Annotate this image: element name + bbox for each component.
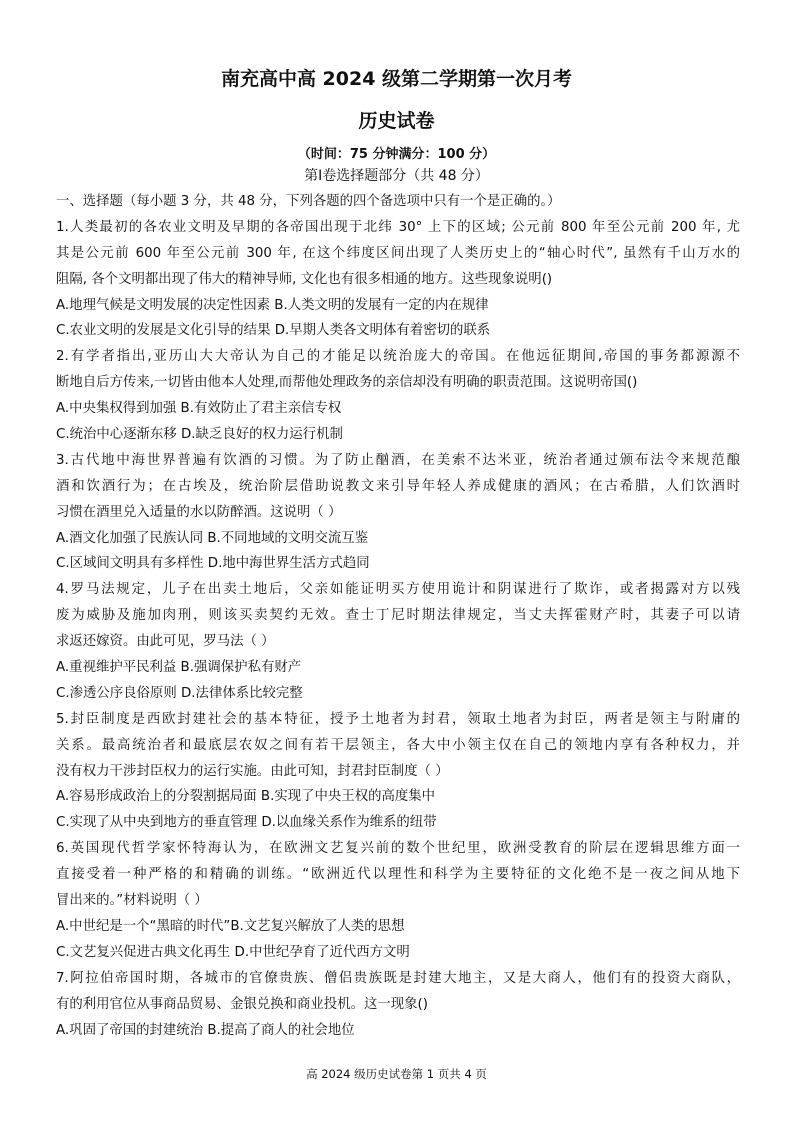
question-3-stem-line: 习惯在酒里兑入适量的水以防醉酒。这说明（ ） xyxy=(56,504,342,520)
page-footer: 高 2024 级历史试卷第 1 页共 4 页 xyxy=(306,1067,487,1081)
question-1-stem-line: 1.人类最初的各农业文明及早期的各帝国出现于北纬 30° 上下的区域; 公元前 800 年至公元前 200 年, 尤 xyxy=(56,219,740,235)
question-6-stem-line: 6.英国现代哲学家怀特海认为，在欧洲文艺复兴前的数个世纪里，欧洲受教育的阶层在逻辑思维方面一 xyxy=(56,841,740,857)
part-title: 第Ⅰ卷选择题部分（共 48 分） xyxy=(304,168,489,184)
question-7-stem-line: 有的利用官位从事商品贸易、金银兑换和商业投机。这一现象() xyxy=(56,996,428,1012)
question-3-stem-line: 酒和饮酒行为；在古埃及，统治阶层借助说教文来引导年轻人养成健康的酒风；在古希腊，人们饮酒时 xyxy=(56,478,740,494)
question-5-stem-line: 5.封臣制度是西欧封建社会的基本特征，授予土地者为封君，领取土地者为封臣，两者是领主与附庸的 xyxy=(56,711,740,727)
exam-subject: 历史试卷 xyxy=(358,110,435,132)
question-2-stem-line: 断地自后方传来,一切皆由他本人处理,而帮他处理政务的亲信却没有明确的职责范围。这说明帝国() xyxy=(56,375,638,391)
question-6-options: C.文艺复兴促进古典文化再生 D.中世纪孕育了近代西方文明 xyxy=(56,944,410,960)
question-4-stem-line: 4.罗马法规定，儿子在出卖土地后，父亲如能证明买方使用诡计和阴谋进行了欺诈，或者揭露对方以残 xyxy=(56,582,740,598)
question-1-options: C.农业文明的发展是文化引导的结果 D.早期人类各文明体有着密切的联系 xyxy=(56,323,491,339)
section-heading: 一、选择题（每小题 3 分，共 48 分，下列各题的四个备选项中只有一个是正确的。） xyxy=(56,194,561,209)
question-6-stem-line: 冒出来的。”材料说明（ ） xyxy=(56,893,208,909)
question-5-stem-line: 关系。最高统治者和最底层农奴之间有若干层领主，各大中小领主仅在自己的领地内享有各种权力，并 xyxy=(56,737,740,753)
question-3-options: A.酒文化加强了民族认同 B.不同地域的文明交流互鉴 xyxy=(56,530,369,546)
question-2-options: A.中央集权得到加强 B.有效防止了君主亲信专权 xyxy=(56,401,342,417)
question-body xyxy=(56,189,740,1043)
exam-title: 南充高中高 2024 级第二学期第一次月考 xyxy=(220,68,573,90)
question-1-options: A.地理气候是文明发展的决定性因素 B.人类文明的发展有一定的内在规律 xyxy=(56,297,489,313)
question-3-stem-line: 3.古代地中海世界普遍有饮酒的习惯。为了防止酗酒，在美索不达米亚，统治者通过颁布法令来规范酿 xyxy=(56,452,740,468)
question-7-stem-line: 7.阿拉伯帝国时期，各城市的官僚贵族、僧侣贵族既是封建大地主，又是大商人，他们有的投资大商队， xyxy=(56,970,740,986)
question-6-options: A.中世纪是一个“黑暗的时代”B.文艺复兴解放了人类的思想 xyxy=(56,918,405,934)
question-5-stem-line: 没有权力干涉封臣权力的运行实施。由此可知，封君封臣制度（ ） xyxy=(56,763,449,779)
question-4-stem-line: 求返还嫁资。由此可见，罗马法（ ） xyxy=(56,634,275,650)
question-1-stem-line: 其是公元前 600 年至公元前 300 年, 在这个纬度区间出现了人类历史上的“轴心时代”, 虽然有千山万水的 xyxy=(56,245,740,261)
question-4-options: C.渗透公序良俗原则 D.法律体系比较完整 xyxy=(56,685,303,701)
question-4-options: A.重视维护平民利益 B.强调保护私有财产 xyxy=(56,660,302,676)
question-6-stem-line: 直接受着一种严格的和精确的训练。“欧洲近代以理性和科学为主要特征的文化绝不是一夜之间从地下 xyxy=(56,867,740,883)
question-4-stem-line: 废为威胁及施加肉刑，则该买卖契约无效。查士丁尼时期法律规定，当丈夫挥霍财产时，其妻子可以请 xyxy=(56,608,740,624)
question-2-options: C.统治中心逐渐东移 D.缺乏良好的权力运行机制 xyxy=(56,427,343,443)
question-3-options: C.区域间文明具有多样性 D.地中海世界生活方式趋同 xyxy=(56,556,370,572)
question-5-options: A.容易形成政治上的分裂割据局面 B.实现了中央王权的高度集中 xyxy=(56,789,436,805)
question-5-options: C.实现了从中央到地方的垂直管理 D.以血缘关系作为维系的纽带 xyxy=(56,815,437,831)
question-1-stem-line: 阻隔, 各个文明都出现了伟大的精神导师, 文化也有很多相通的地方。这些现象说明() xyxy=(56,271,553,287)
exam-time-score: （时间：75 分钟满分：100 分） xyxy=(297,147,496,162)
question-2-stem-line: 2.有学者指出,亚历山大大帝认为自己的才能足以统治庞大的帝国。在他远征期间,帝国的事务都源源不 xyxy=(56,349,740,365)
question-7-options: A.巩固了帝国的封建统治 B.提高了商人的社会地位 xyxy=(56,1022,355,1038)
